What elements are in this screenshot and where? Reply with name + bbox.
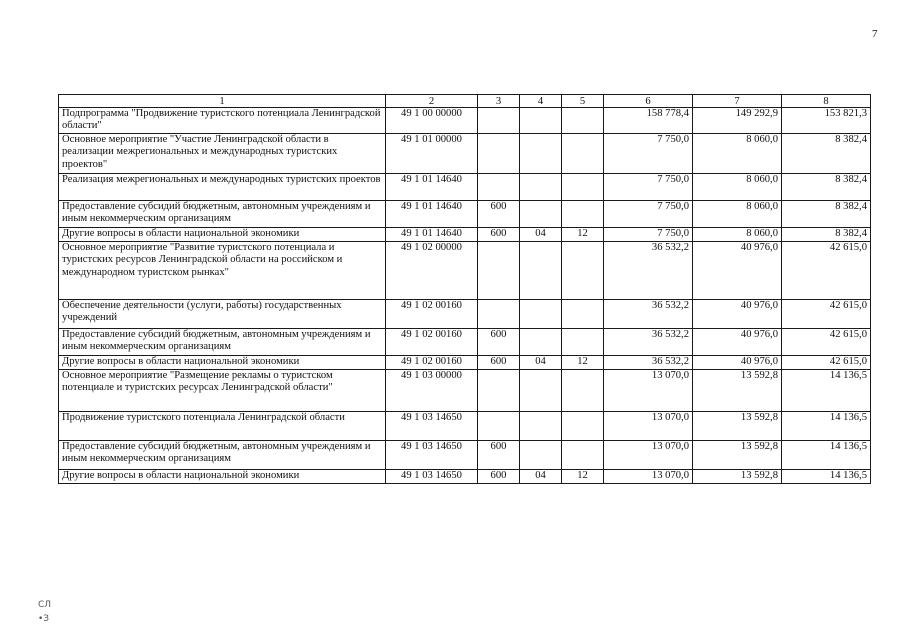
- row-col3: [478, 300, 520, 329]
- row-value-8: 8 382,4: [782, 228, 871, 242]
- row-col4: [520, 201, 562, 228]
- row-name: Основное мероприятие "Развитие туристского потенциала и туристских ресурсов Ленинградской области на российском и международном туристском рынках": [59, 242, 386, 300]
- row-col4: [520, 329, 562, 356]
- row-value-7: 8 060,0: [693, 134, 782, 174]
- row-col3: 600: [478, 228, 520, 242]
- row-code: 49 1 03 14650: [386, 441, 478, 470]
- row-code: 49 1 03 14650: [386, 412, 478, 441]
- row-code: 49 1 03 00000: [386, 370, 478, 412]
- table-row: [59, 174, 871, 201]
- row-name: Основное мероприятие "Размещение рекламы о туристском потенциале и туристских ресурсах Ленинградской области": [59, 370, 386, 412]
- row-value-8: 153 821,3: [782, 108, 871, 134]
- row-code: 49 1 00 00000: [386, 108, 478, 134]
- row-value-6: 7 750,0: [604, 201, 693, 228]
- row-value-6: 13 070,0: [604, 412, 693, 441]
- row-col3: 600: [478, 201, 520, 228]
- row-name: Подпрограмма "Продвижение туристского потенциала Ленинградской области": [59, 108, 386, 134]
- row-col4: [520, 134, 562, 174]
- row-col4: [520, 242, 562, 300]
- row-value-8: 14 136,5: [782, 441, 871, 470]
- row-col5: [562, 441, 604, 470]
- row-code: 49 1 01 00000: [386, 134, 478, 174]
- row-value-7: 40 976,0: [693, 242, 782, 300]
- table-row: [59, 470, 871, 484]
- row-value-6: 13 070,0: [604, 441, 693, 470]
- row-col4: [520, 174, 562, 201]
- margin-mark: СЛ: [38, 600, 52, 610]
- row-code: 49 1 02 00160: [386, 329, 478, 356]
- row-value-8: 8 382,4: [782, 174, 871, 201]
- row-col5: [562, 134, 604, 174]
- row-code: 49 1 01 14640: [386, 201, 478, 228]
- row-value-8: 42 615,0: [782, 242, 871, 300]
- table-row: [59, 108, 871, 134]
- row-col3: [478, 108, 520, 134]
- table-row: [59, 329, 871, 356]
- table-row: [59, 300, 871, 329]
- budget-table: [58, 94, 871, 484]
- row-value-6: 158 778,4: [604, 108, 693, 134]
- row-code: 49 1 01 14640: [386, 174, 478, 201]
- row-code: 49 1 02 00160: [386, 300, 478, 329]
- row-col3: [478, 412, 520, 441]
- row-col3: [478, 134, 520, 174]
- row-name: Обеспечение деятельности (услуги, работы) государственных учреждений: [59, 300, 386, 329]
- row-value-6: 7 750,0: [604, 134, 693, 174]
- row-col4: [520, 300, 562, 329]
- row-col5: [562, 412, 604, 441]
- row-name: Другие вопросы в области национальной экономики: [59, 470, 386, 484]
- row-col4: [520, 441, 562, 470]
- row-value-7: 13 592,8: [693, 441, 782, 470]
- row-code: 49 1 02 00000: [386, 242, 478, 300]
- row-code: 49 1 01 14640: [386, 228, 478, 242]
- row-col5: [562, 174, 604, 201]
- row-col5: [562, 370, 604, 412]
- table-row: [59, 134, 871, 174]
- row-value-7: 8 060,0: [693, 201, 782, 228]
- table-row: [59, 201, 871, 228]
- row-col4: [520, 412, 562, 441]
- column-header: 4: [520, 95, 562, 108]
- row-col5: 12: [562, 228, 604, 242]
- row-value-6: 7 750,0: [604, 174, 693, 201]
- row-col5: [562, 108, 604, 134]
- column-header: 3: [478, 95, 520, 108]
- row-value-7: 149 292,9: [693, 108, 782, 134]
- column-header: 8: [782, 95, 871, 108]
- row-code: 49 1 03 14650: [386, 470, 478, 484]
- row-value-8: 8 382,4: [782, 201, 871, 228]
- row-col5: [562, 201, 604, 228]
- row-value-8: 14 136,5: [782, 370, 871, 412]
- column-header: 6: [604, 95, 693, 108]
- row-col4: 04: [520, 470, 562, 484]
- row-value-7: 40 976,0: [693, 356, 782, 370]
- row-name: Продвижение туристского потенциала Ленинградской области: [59, 412, 386, 441]
- table-row: [59, 242, 871, 300]
- row-value-6: 7 750,0: [604, 228, 693, 242]
- row-value-6: 36 532,2: [604, 300, 693, 329]
- row-value-8: 8 382,4: [782, 134, 871, 174]
- row-col5: [562, 300, 604, 329]
- row-code: 49 1 02 00160: [386, 356, 478, 370]
- column-header: 1: [59, 95, 386, 108]
- row-col3: 600: [478, 329, 520, 356]
- row-col5: [562, 329, 604, 356]
- row-col5: 12: [562, 470, 604, 484]
- row-col4: 04: [520, 356, 562, 370]
- row-value-8: 42 615,0: [782, 356, 871, 370]
- row-value-6: 13 070,0: [604, 470, 693, 484]
- row-col5: [562, 242, 604, 300]
- page-number: 7: [872, 28, 878, 40]
- row-value-6: 36 532,2: [604, 242, 693, 300]
- row-col4: [520, 370, 562, 412]
- table-row: [59, 228, 871, 242]
- row-value-7: 13 592,8: [693, 470, 782, 484]
- row-name: Другие вопросы в области национальной экономики: [59, 228, 386, 242]
- column-header: 2: [386, 95, 478, 108]
- row-value-6: 13 070,0: [604, 370, 693, 412]
- row-value-7: 13 592,8: [693, 412, 782, 441]
- margin-mark: •З: [38, 614, 50, 624]
- row-value-8: 14 136,5: [782, 470, 871, 484]
- row-name: Другие вопросы в области национальной экономики: [59, 356, 386, 370]
- row-col3: 600: [478, 356, 520, 370]
- row-value-7: 40 976,0: [693, 329, 782, 356]
- column-header: 7: [693, 95, 782, 108]
- row-name: Предоставление субсидий бюджетным, автономным учреждениям и иным некоммерческим организациям: [59, 201, 386, 228]
- row-value-8: 14 136,5: [782, 412, 871, 441]
- row-name: Основное мероприятие "Участие Ленинградской области в реализации межрегиональных и международных туристских проектов": [59, 134, 386, 174]
- row-value-7: 40 976,0: [693, 300, 782, 329]
- row-name: Предоставление субсидий бюджетным, автономным учреждениям и иным некоммерческим организациям: [59, 329, 386, 356]
- column-header: 5: [562, 95, 604, 108]
- row-value-7: 8 060,0: [693, 228, 782, 242]
- row-value-7: 8 060,0: [693, 174, 782, 201]
- row-col3: 600: [478, 441, 520, 470]
- row-value-7: 13 592,8: [693, 370, 782, 412]
- row-value-6: 36 532,2: [604, 356, 693, 370]
- row-col3: 600: [478, 470, 520, 484]
- row-col3: [478, 174, 520, 201]
- row-col4: [520, 108, 562, 134]
- table-row: [59, 412, 871, 441]
- row-value-8: 42 615,0: [782, 329, 871, 356]
- header-row: [59, 95, 871, 108]
- table-row: [59, 370, 871, 412]
- row-name: Предоставление субсидий бюджетным, автономным учреждениям и иным некоммерческим организациям: [59, 441, 386, 470]
- row-value-8: 42 615,0: [782, 300, 871, 329]
- row-col3: [478, 242, 520, 300]
- table-row: [59, 441, 871, 470]
- table-row: [59, 356, 871, 370]
- row-value-6: 36 532,2: [604, 329, 693, 356]
- row-name: Реализация межрегиональных и международных туристских проектов: [59, 174, 386, 201]
- row-col3: [478, 370, 520, 412]
- row-col4: 04: [520, 228, 562, 242]
- row-col5: 12: [562, 356, 604, 370]
